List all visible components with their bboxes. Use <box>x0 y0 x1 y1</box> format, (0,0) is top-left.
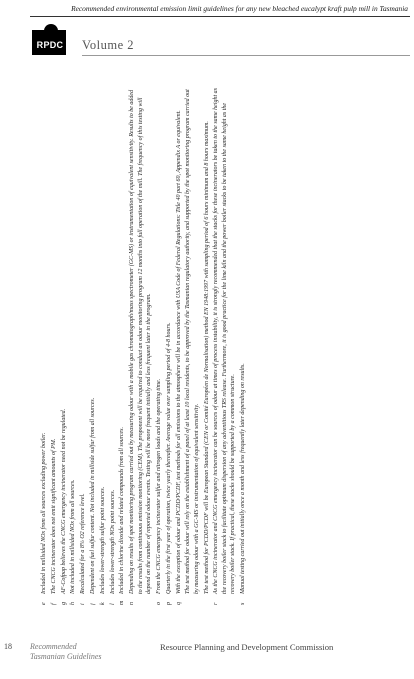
note-letter: q <box>175 602 182 605</box>
note-letter: k <box>99 602 106 605</box>
note-letter: j <box>89 603 96 605</box>
note-item <box>89 85 98 605</box>
note-text: Not included in millsided NOx from all sources. <box>70 479 77 594</box>
note-item <box>99 85 108 605</box>
note-text: Depending on results of spot monitoring program carried out by measuring odour with a mobile gas chromatograph/mass spectrometer (GC-MS) or instrumentation of equivalent sensitivity. Results to be added to the results from continuous emission monitoring (CEM). The proponent will be required to conduct an odour monitoring program 12 months into full operation of the mill. The frequency of this testing will depend on the number of reported odour events. Testing will be more frequent initially and less frequent later in the program. <box>129 89 153 594</box>
note-text: With the exception of odour and PCDD/PCDF, test methods for all emissions to the atmosphere will be in accordance with USA Code of Federal Regulations: Title 40 part 60, Appendix A or equivalent. <box>175 110 182 594</box>
note-item <box>118 85 127 605</box>
note-letter: p <box>165 602 172 605</box>
note-item <box>239 85 248 605</box>
note-item <box>155 85 164 605</box>
note-item <box>60 85 69 605</box>
page-number: 18 <box>4 642 12 651</box>
rpdc-logo <box>32 30 66 55</box>
note-letter: g <box>60 602 67 605</box>
note-item <box>109 85 118 605</box>
table-notes-rotated <box>40 85 385 605</box>
note-text: The test method for odour will rely on the establishment of a panel of at least 10 local residents, to be approved by the Tasmanian regulatory authority, and supported by the spot monitoring program carried out by measuring odour with a GC-MS or instrumentation of equivalent sensitivity. <box>185 89 200 594</box>
note-text: Includes lower-strength sulfur point sources. <box>99 486 106 594</box>
note-text: Manual testing carried out initially once a month and less frequently later depending on results. <box>240 363 247 594</box>
note-text: Recalculated for a 8% O2 reference level. <box>80 493 87 594</box>
note-item <box>203 85 212 605</box>
note-item <box>175 85 184 605</box>
footer-line-1: Recommended <box>30 642 77 651</box>
note-item <box>69 85 78 605</box>
running-title: Recommended environmental emission limit guidelines for any new bleached eucalypt kraft pulp mill in Tasmania <box>71 4 408 13</box>
note-text: The CNCG incinerator does not emit significant amounts of PM. <box>50 438 57 594</box>
note-letter: o <box>155 602 162 605</box>
note-item <box>40 85 49 605</box>
footer-guidelines-label <box>30 642 102 662</box>
note-text: From the CNCG emergency incinerator sulfur and nitrogen loads and the operating time. <box>155 378 162 594</box>
note-text: Included in millsided NOx from all sources excluding power boiler. <box>41 432 47 594</box>
note-letter: m <box>119 600 126 605</box>
note-letter: f <box>50 603 57 605</box>
note-letter: l <box>109 603 116 605</box>
logo-sun-shape <box>44 24 58 38</box>
note-item <box>212 85 238 605</box>
note-text: AF-Cofpap believes the CNCG emergency incinerator need not be regulated. <box>60 408 67 594</box>
header-rule <box>30 16 410 17</box>
note-text: Dependent on fuel sulfur content. Not included in millside sulfur from all sources. <box>89 397 96 594</box>
note-item <box>79 85 88 605</box>
note-letter: s <box>240 602 247 605</box>
footer-organisation: Resource Planning and Development Commission <box>160 642 334 652</box>
footer-line-2: Tasmanian Guidelines <box>30 652 102 661</box>
volume-label: Volume 2 <box>82 38 135 52</box>
note-item <box>165 85 174 605</box>
volume-rule <box>82 55 410 56</box>
note-item <box>128 85 154 605</box>
note-text: The test method for PCDD/PCDF will be European Standard (CEN or Comité Européen de Normalisation) method EN 1948:1997 with sampling period of 6 hours minimum and 8 hours maximum. <box>203 121 210 594</box>
note-text: Included in chlorine dioxide and related compounds from all sources. <box>119 427 126 594</box>
note-text: As the CNCG incinerator and CNCG emergency incinerator can be sources of odour at times of process instability, it is strongly recommended that the stacks for these incinerators be taken to the same height as the recovery boiler stack to facilitate optimum dispersion of any adventitious TRS release. Furthermore, it is good practice for the lime kiln and the power boiler stacks to be taken to the same height as the recovery boiler stack. If practical, these stacks should be supported by a common structure. <box>213 88 237 594</box>
note-item <box>50 85 59 605</box>
note-item <box>184 85 201 605</box>
note-letter: r <box>213 602 220 605</box>
note-letter: n <box>129 602 136 605</box>
logo-text: RPDC <box>36 40 64 50</box>
note-text: Includes lower-strength NOx point sources. <box>109 489 116 594</box>
note-letter: h <box>70 602 77 605</box>
note-letter: i <box>80 603 87 605</box>
table-notes <box>40 85 385 605</box>
note-letter: e <box>41 602 47 605</box>
note-text: Quarterly in the first year of operation, twice yearly thereafter. Average value over sampling period of 4-8 hours. <box>165 322 172 594</box>
